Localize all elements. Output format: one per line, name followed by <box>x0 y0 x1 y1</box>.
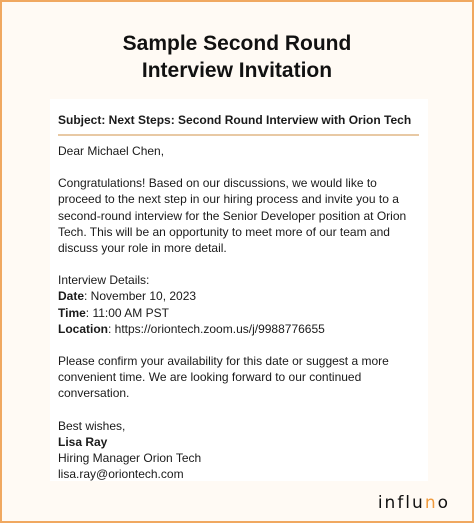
email-body <box>58 143 423 482</box>
title-line-2: Interview Invitation <box>141 59 333 82</box>
closing-line: conversation. <box>58 386 130 401</box>
detail-value: : https://oriontech.zoom.us/j/9988776655 <box>108 321 325 336</box>
detail-location <box>58 321 423 337</box>
interview-details <box>58 272 423 337</box>
detail-value: : 11:00 AM PST <box>85 305 169 320</box>
intro-line: second-round interview for the Senior Developer position at Orion <box>58 208 407 223</box>
page-title <box>0 30 474 84</box>
detail-date <box>58 288 423 304</box>
title-line-1: Sample Second Round <box>122 32 352 55</box>
closing-line: Please confirm your availability for this date or suggest a more <box>58 354 389 369</box>
signature <box>58 418 423 483</box>
detail-time <box>58 305 423 321</box>
intro-line: Congratulations! Based on our discussions, we would like to <box>58 176 377 191</box>
sender-name: Lisa Ray <box>58 434 108 449</box>
details-heading: Interview Details: <box>58 273 150 288</box>
intro-paragraph <box>58 175 423 256</box>
detail-label: Date <box>58 289 85 304</box>
sender-email: lisa.ray@oriontech.com <box>58 467 184 482</box>
greeting: Dear Michael Chen, <box>58 144 165 158</box>
signoff: Best wishes, <box>58 418 126 433</box>
closing-paragraph <box>58 353 423 402</box>
closing-line: convenient time. We are looking forward to our continued <box>58 370 362 385</box>
intro-line: discuss your role in more detail. <box>58 241 227 256</box>
detail-label: Location <box>58 321 108 336</box>
detail-label: Time <box>58 305 86 320</box>
logo-text-end: o <box>437 493 450 513</box>
logo-text: influ <box>377 493 425 513</box>
logo-accent-letter: n <box>424 493 438 513</box>
influno-logo <box>378 493 450 513</box>
intro-line: proceed to the next step in our hiring process and invite you to a <box>58 192 399 207</box>
sender-title: Hiring Manager Orion Tech <box>58 451 202 466</box>
email-subject: Subject: Next Steps: Second Round Interview with Orion Tech <box>58 113 412 127</box>
detail-value: : November 10, 2023 <box>84 289 197 304</box>
intro-line: Tech. This will be an opportunity to meet more of our team and <box>58 224 390 239</box>
subject-divider <box>58 134 419 136</box>
